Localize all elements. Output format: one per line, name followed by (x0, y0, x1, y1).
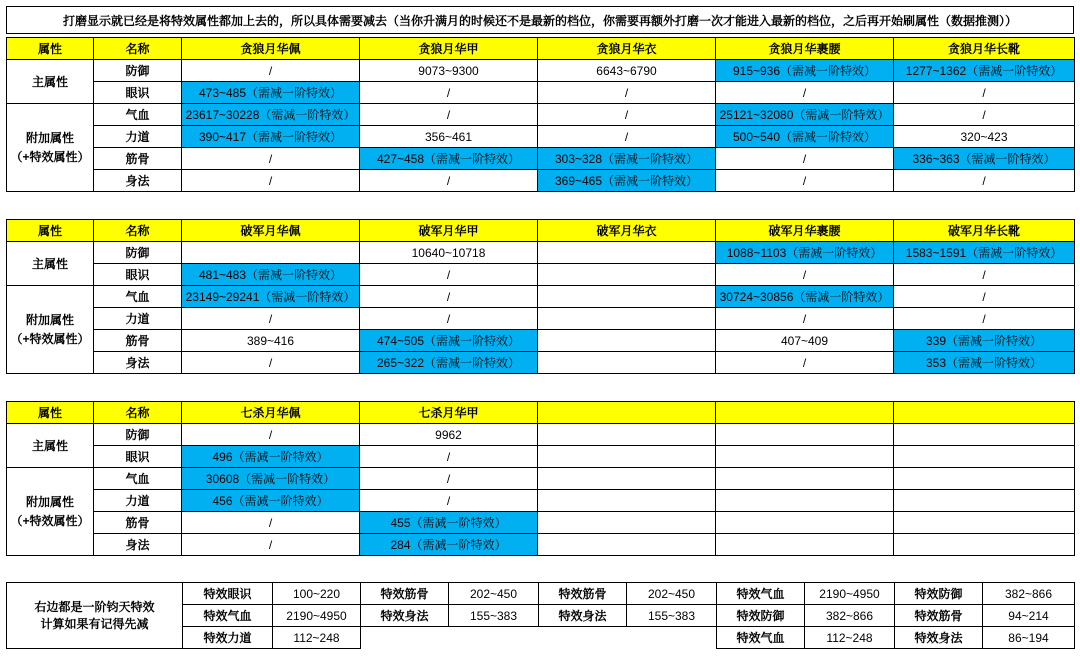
stat-value: 30608（需减一阶特效） (182, 468, 360, 490)
table-row (7, 490, 1075, 512)
table-row (7, 446, 1075, 468)
effect-range: 155~383 (627, 605, 717, 627)
stat-value: 915~936（需减一阶特效） (716, 60, 894, 82)
stat-name: 防御 (94, 60, 182, 82)
effect-range: 382~866 (805, 605, 895, 627)
stat-value: / (360, 468, 538, 490)
stat-value: 496（需减一阶特效） (182, 446, 360, 468)
stat-value: 500~540（需减一阶特效） (716, 126, 894, 148)
effect-name: 特效筋骨 (539, 583, 627, 605)
stat-value: 336~363（需减一阶特效） (894, 148, 1075, 170)
stat-value (716, 446, 894, 468)
stat-value: / (894, 286, 1075, 308)
stat-value (894, 468, 1075, 490)
stat-value (716, 490, 894, 512)
stat-value: / (894, 264, 1075, 286)
stat-value: / (360, 82, 538, 104)
effect-range: 2190~4950 (805, 583, 895, 605)
header-item: 破军月华佩 (182, 220, 360, 242)
stat-value: 481~483（需减一阶特效） (182, 264, 360, 286)
effect-name: 特效身法 (895, 627, 983, 649)
table-row (7, 82, 1075, 104)
stat-value: / (716, 82, 894, 104)
stat-value: / (182, 424, 360, 446)
header-item: 七杀月华甲 (360, 402, 538, 424)
effects-table (6, 582, 1075, 649)
gear-table (6, 219, 1075, 374)
table-row (7, 534, 1075, 556)
stat-value (716, 468, 894, 490)
table-row (7, 242, 1075, 264)
header-attribute: 属性 (7, 220, 94, 242)
effect-name: 特效防御 (717, 605, 805, 627)
effect-name: 特效防御 (895, 583, 983, 605)
stat-value: / (360, 286, 538, 308)
extra-attribute-label: 附加属性 （+特效属性） (7, 286, 94, 374)
header-item (716, 402, 894, 424)
stat-value: 390~417（需减一阶特效） (182, 126, 360, 148)
stat-value (538, 352, 716, 374)
stat-value: / (894, 82, 1075, 104)
effect-name: 特效筋骨 (895, 605, 983, 627)
stat-value: / (894, 104, 1075, 126)
table-row (7, 126, 1075, 148)
stat-name: 筋骨 (94, 148, 182, 170)
effect-name: 特效气血 (183, 605, 273, 627)
table-row (7, 308, 1075, 330)
header-item (894, 402, 1075, 424)
effect-range: 112~248 (273, 627, 361, 649)
stat-value: 303~328（需减一阶特效） (538, 148, 716, 170)
header-item: 七杀月华佩 (182, 402, 360, 424)
stat-value: 456（需减一阶特效） (182, 490, 360, 512)
table-row (7, 468, 1075, 490)
stat-value: 474~505（需减一阶特效） (360, 330, 538, 352)
stat-name: 力道 (94, 126, 182, 148)
stat-name: 力道 (94, 308, 182, 330)
effect-range: 100~220 (273, 583, 361, 605)
stat-value: 455（需减一阶特效） (360, 512, 538, 534)
stat-value (538, 264, 716, 286)
stat-value: 1583~1591（需减一阶特效） (894, 242, 1075, 264)
header-attribute: 属性 (7, 402, 94, 424)
header-name: 名称 (94, 38, 182, 60)
stat-value (538, 286, 716, 308)
stat-value: / (538, 104, 716, 126)
stat-name: 防御 (94, 242, 182, 264)
stat-value: 320~423 (894, 126, 1075, 148)
stat-value: / (716, 352, 894, 374)
stat-name: 眼识 (94, 264, 182, 286)
stat-value (894, 512, 1075, 534)
stat-value: 9073~9300 (360, 60, 538, 82)
header-item: 破军月华长靴 (894, 220, 1075, 242)
stat-value (716, 534, 894, 556)
stat-value: 6643~6790 (538, 60, 716, 82)
header-item: 破军月华衣 (538, 220, 716, 242)
stat-name: 身法 (94, 352, 182, 374)
stat-value (538, 512, 716, 534)
stat-value: / (360, 264, 538, 286)
header-name: 名称 (94, 220, 182, 242)
table-row (7, 352, 1075, 374)
stat-value: / (182, 534, 360, 556)
effect-range: 112~248 (805, 627, 895, 649)
stat-value (538, 468, 716, 490)
stat-value: 389~416 (182, 330, 360, 352)
stat-value (894, 490, 1075, 512)
stat-value (538, 534, 716, 556)
stat-name: 眼识 (94, 82, 182, 104)
stat-value: / (894, 308, 1075, 330)
stat-name: 筋骨 (94, 512, 182, 534)
effects-gap (361, 627, 717, 649)
stat-value: 23617~30228（需减一阶特效） (182, 104, 360, 126)
stat-value: 427~458（需减一阶特效） (360, 148, 538, 170)
table-row (7, 148, 1075, 170)
stat-value: / (360, 446, 538, 468)
stat-value: 30724~30856（需减一阶特效） (716, 286, 894, 308)
stat-value (716, 512, 894, 534)
stat-value: / (360, 104, 538, 126)
effect-name: 特效筋骨 (361, 583, 449, 605)
stat-value: / (538, 126, 716, 148)
table-row (7, 512, 1075, 534)
stat-value: 356~461 (360, 126, 538, 148)
stat-name: 身法 (94, 170, 182, 192)
stat-value: 1088~1103（需减一阶特效） (716, 242, 894, 264)
stat-value: / (360, 308, 538, 330)
stat-value: / (182, 512, 360, 534)
table-row (7, 286, 1075, 308)
stat-value: / (716, 308, 894, 330)
table-row (7, 104, 1075, 126)
effect-range: 382~866 (983, 583, 1075, 605)
effect-range: 86~194 (983, 627, 1075, 649)
header-attribute: 属性 (7, 38, 94, 60)
effect-range: 202~450 (627, 583, 717, 605)
stat-value: 9962 (360, 424, 538, 446)
table-row (7, 264, 1075, 286)
stat-value: 1277~1362（需减一阶特效） (894, 60, 1075, 82)
stat-value: 339（需减一阶特效） (894, 330, 1075, 352)
stat-value (894, 446, 1075, 468)
stat-value (716, 424, 894, 446)
stat-value: / (538, 82, 716, 104)
main-attribute-label: 主属性 (7, 242, 94, 286)
stat-value: 10640~10718 (360, 242, 538, 264)
effect-name: 特效力道 (183, 627, 273, 649)
gear-table (6, 401, 1075, 556)
main-attribute-label: 主属性 (7, 60, 94, 104)
stat-value (538, 330, 716, 352)
stat-value: / (182, 148, 360, 170)
stat-value (538, 446, 716, 468)
stat-value: 473~485（需减一阶特效） (182, 82, 360, 104)
stat-value: / (182, 308, 360, 330)
extra-attribute-label: 附加属性 （+特效属性） (7, 468, 94, 556)
stat-value: / (182, 352, 360, 374)
table-row (7, 424, 1075, 446)
effect-range: 2190~4950 (273, 605, 361, 627)
effect-range: 202~450 (449, 583, 539, 605)
stat-name: 气血 (94, 104, 182, 126)
stat-value: / (182, 170, 360, 192)
stat-value: / (894, 170, 1075, 192)
table-row (7, 330, 1075, 352)
stat-value: 407~409 (716, 330, 894, 352)
stat-value (538, 308, 716, 330)
header-item: 破军月华裹腰 (716, 220, 894, 242)
header-item: 贪狼月华长靴 (894, 38, 1075, 60)
header-item: 破军月华甲 (360, 220, 538, 242)
note-banner: 打磨显示就已经是将特效属性都加上去的，所以具体需要减去（当你升满月的时候还不是最新的档位，你需要再额外打磨一次才能进入最新的档位，之后再开始刷属性（数据推测）） (6, 6, 1074, 34)
stat-value (538, 490, 716, 512)
stat-value: 284（需减一阶特效） (360, 534, 538, 556)
stat-value (182, 242, 360, 264)
stat-value: 369~465（需减一阶特效） (538, 170, 716, 192)
stat-value: 353（需减一阶特效） (894, 352, 1075, 374)
table-row (7, 170, 1075, 192)
effect-name: 特效眼识 (183, 583, 273, 605)
effect-name: 特效身法 (539, 605, 627, 627)
header-name: 名称 (94, 402, 182, 424)
main-attribute-label: 主属性 (7, 424, 94, 468)
stat-value (538, 424, 716, 446)
extra-attribute-label: 附加属性 （+特效属性） (7, 104, 94, 192)
effect-name: 特效身法 (361, 605, 449, 627)
header-item: 贪狼月华佩 (182, 38, 360, 60)
stat-value (894, 534, 1075, 556)
header-item: 贪狼月华裹腰 (716, 38, 894, 60)
stat-value: / (182, 60, 360, 82)
stat-value (538, 242, 716, 264)
stat-name: 筋骨 (94, 330, 182, 352)
stat-name: 气血 (94, 468, 182, 490)
gear-table (6, 37, 1075, 192)
stat-name: 力道 (94, 490, 182, 512)
effect-range: 155~383 (449, 605, 539, 627)
header-item (538, 402, 716, 424)
stat-value: / (716, 148, 894, 170)
stat-value: 265~322（需减一阶特效） (360, 352, 538, 374)
stat-value: / (716, 170, 894, 192)
stat-name: 防御 (94, 424, 182, 446)
stat-name: 眼识 (94, 446, 182, 468)
effect-name: 特效气血 (717, 583, 805, 605)
effect-name: 特效气血 (717, 627, 805, 649)
header-item: 贪狼月华甲 (360, 38, 538, 60)
stat-value: 23149~29241（需减一阶特效） (182, 286, 360, 308)
stat-value: / (360, 490, 538, 512)
stat-value: / (716, 264, 894, 286)
stat-value: / (360, 170, 538, 192)
stat-name: 身法 (94, 534, 182, 556)
stat-value (894, 424, 1075, 446)
effects-label: 右边都是一阶钧天特效 计算如果有记得先减 (7, 583, 183, 649)
table-row (7, 60, 1075, 82)
stat-name: 气血 (94, 286, 182, 308)
header-item: 贪狼月华衣 (538, 38, 716, 60)
effect-range: 94~214 (983, 605, 1075, 627)
stat-value: 25121~32080（需减一阶特效） (716, 104, 894, 126)
